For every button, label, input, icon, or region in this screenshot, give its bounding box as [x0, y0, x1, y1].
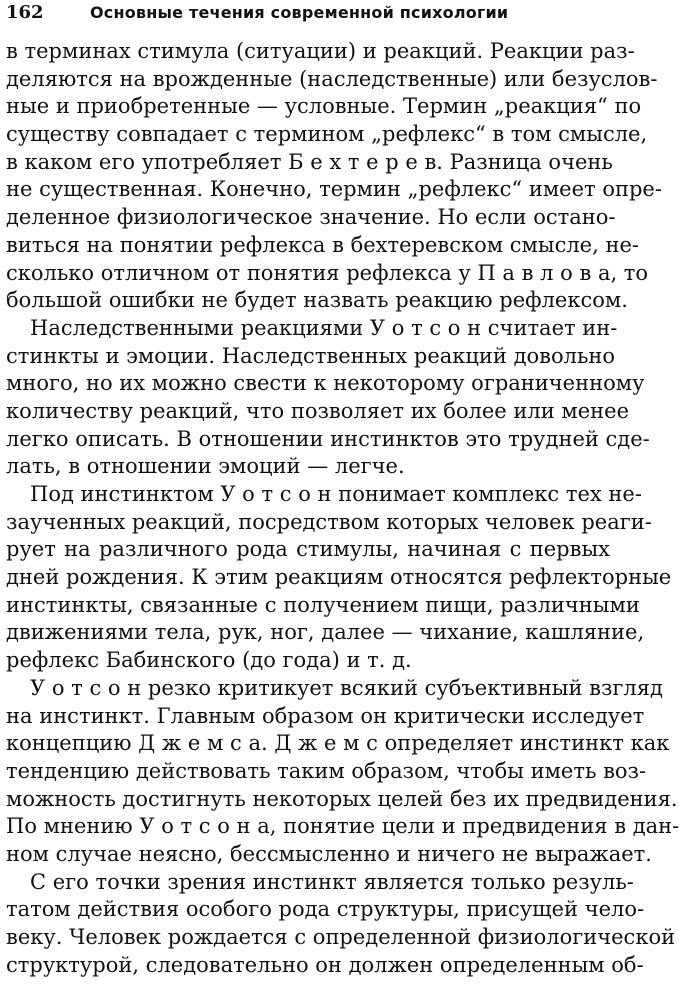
text-line: рует на различного рода стимулы, начиная с первых	[6, 537, 610, 562]
paragraph	[6, 315, 650, 481]
running-title: Основные течения современной психологии	[90, 3, 509, 22]
text-line: существу совпадает с термином „рефлекс“ в том смысле,	[6, 122, 648, 147]
text-line: в каком его употребляет Б е х т е р е в. Разница очень	[6, 149, 613, 174]
text-line: сколько отличном от понятия рефлекса у П а в л о в а, то	[6, 260, 649, 285]
text-line: По мнению У о т с о н а, понятие цели и предвидения в дан-	[6, 814, 679, 839]
text-line: легко описать. В отношении инстинктов это трудней сде-	[6, 426, 650, 451]
text-line: можность достигнуть некоторых целей без их предвидения.	[6, 786, 678, 811]
text-line: деляются на врожденные (наследственные) или безуслов-	[6, 66, 658, 91]
text-line: Под инстинктом У о т с о н понимает комплекс тех не-	[30, 482, 642, 506]
text-line: большой ошибки не будет назвать реакцию рефлексом.	[6, 288, 628, 313]
paragraph	[6, 38, 662, 315]
paragraph	[6, 481, 672, 675]
text-line: заученных реакций, посредством которых человек реаги-	[6, 509, 652, 534]
text-line: ные и приобретенные — условные. Термин „реакция“ по	[6, 94, 642, 119]
text-line: не существенная. Конечно, термин „рефлекс“ имеет опре-	[6, 177, 662, 202]
text-line: стинкты и эмоции. Наследственных реакций довольно	[6, 343, 616, 368]
text-line: количеству реакций, что позволяет их более или менее	[6, 398, 629, 423]
text-line: С его точки зрения инстинкт является только резуль-	[30, 869, 634, 894]
text-line: дней рождения. К этим реакциям относятся рефлекторные	[6, 565, 672, 590]
text-line: веку. Человек рождается с определенной физиологической	[6, 925, 676, 949]
text-line: Наследственными реакциями У о т с о н считает ин-	[30, 315, 618, 340]
text-line: У о т с о н резко критикует всякий субъективный взгляд	[30, 675, 663, 700]
body-text	[6, 38, 679, 979]
text-line: концепцию Д ж е м с а. Д ж е м с определяет инстинкт как	[6, 731, 670, 756]
text-line: татом действия особого рода структуры, присущей чело-	[6, 897, 645, 922]
text-line: движениями тела, рук, ног, далее — чихание, кашляние,	[6, 620, 645, 645]
text-line: инстинкты, связанные с получением пищи, различными	[6, 592, 640, 617]
text-line: на инстинкт. Главным образом он критически исследует	[6, 703, 645, 728]
text-line: тенденцию действовать таким образом, чтобы иметь воз-	[6, 758, 647, 783]
text-line: структурой, следовательно он должен определенным об-	[6, 952, 644, 977]
text-line: в терминах стимула (ситуации) и реакций. Реакции раз-	[6, 39, 635, 63]
running-head	[6, 2, 606, 28]
text-line: виться на понятии рефлекса в бехтеревском смысле, не-	[6, 232, 639, 257]
paragraph	[6, 675, 679, 869]
text-line: рефлекс Бабинского (до года) и т. д.	[6, 648, 412, 673]
text-line: ном случае неясно, бессмысленно и ничего не выражает.	[6, 841, 652, 866]
text-line: много, но их можно свести к некоторому ограниченному	[6, 371, 645, 396]
text-line: деленное физиологическое значение. Но если остано-	[6, 205, 616, 230]
text-line: лать, в отношении эмоций — легче.	[6, 454, 405, 479]
page-number: 162	[6, 2, 44, 23]
paragraph	[6, 869, 676, 980]
